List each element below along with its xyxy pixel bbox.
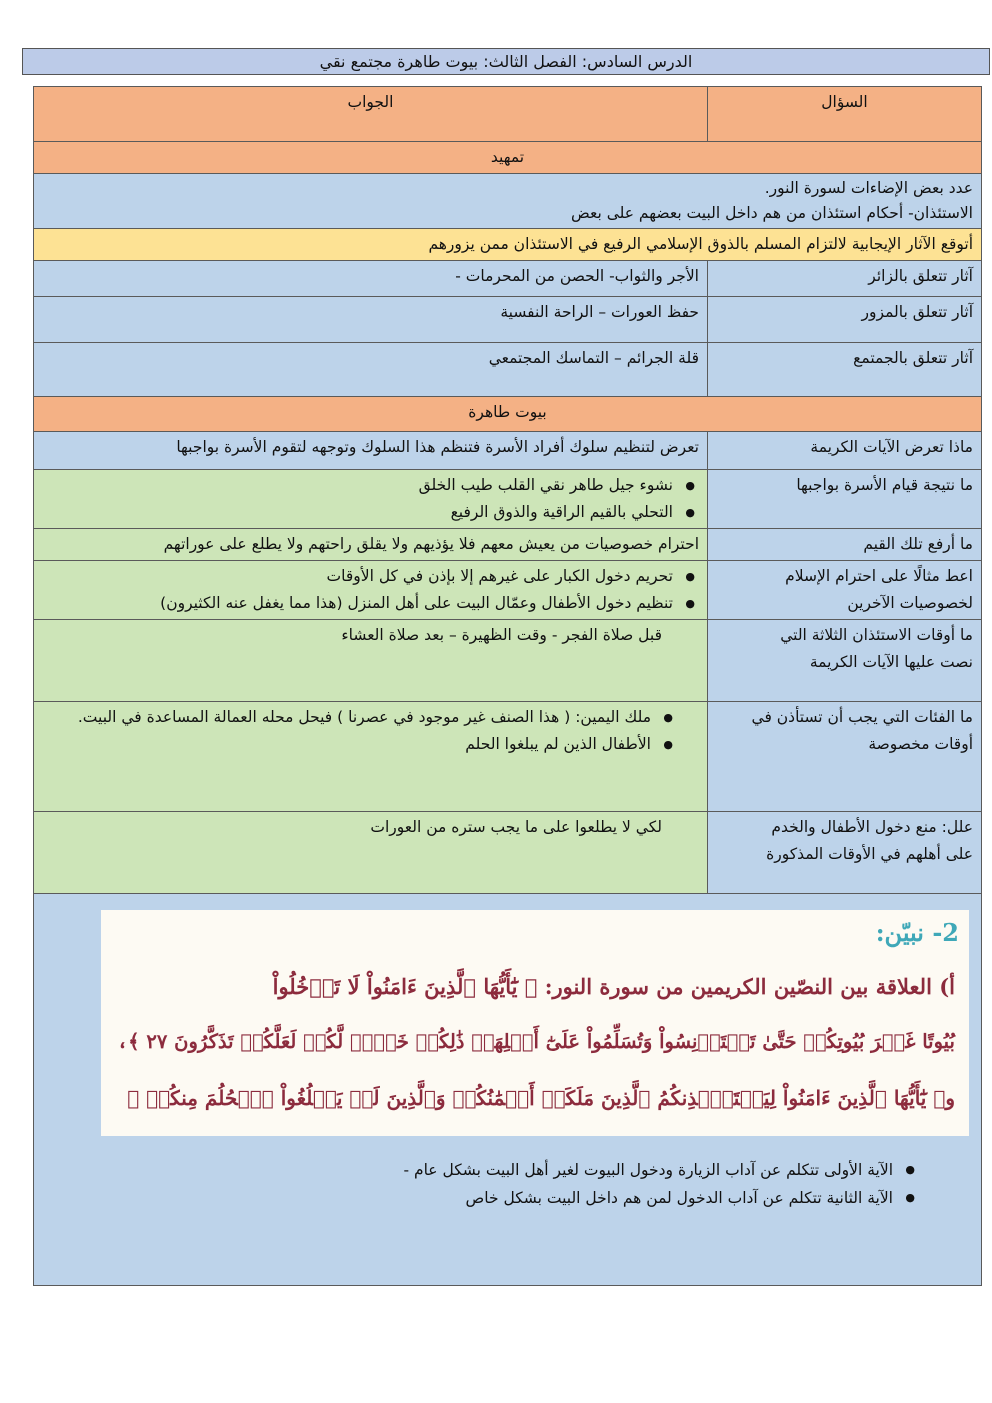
answer-cell: احترام خصوصيات من يعيش معهم فلا يؤذيهم ولا يقلق راحتهم ولا يطلع على عوراتهم (34, 529, 708, 561)
note-bullet: ● الآية الثانية تتكلم عن آداب الدخول لمن هم داخل البيت بشكل خاص (33, 1184, 893, 1212)
question-line: علل: منع دخول الأطفال والخدم (771, 818, 973, 836)
question-cell: ما أرفع تلك القيم (708, 529, 982, 561)
question-line: نصت عليها الآيات الكريمة (809, 653, 973, 671)
question-line: ما الفئات التي يجب أن تستأذن في (751, 708, 973, 726)
prompt-cell: أتوقع الآثار الإيجابية لالتزام المسلم بالذوق الإسلامي الرفيع في الاستئذان ممن يزورهم (34, 229, 982, 261)
question-line: أوقات مخصوصة (868, 735, 973, 753)
quran-heading: 2- نبيّن: (875, 918, 959, 947)
page-title: الدرس السادس: الفصل الثالث: بيوت طاهرة مجتمع نقي (22, 48, 990, 75)
intro-line-2: الاستئذان- أحكام استئذان من هم داخل البيت بعضهم على بعض (571, 204, 973, 222)
question-cell (708, 812, 982, 894)
answer-cell: حفظ العورات – الراحة النفسية (34, 297, 708, 343)
question-line: لخصوصيات الآخرين (847, 594, 973, 612)
quran-image-box (101, 910, 969, 1136)
answer-cell (34, 470, 708, 529)
answer-bullet: ● نشوء جيل طاهر نقي القلب طيب الخلق (42, 472, 673, 499)
section-title-pure-homes: بيوت طاهرة (34, 397, 982, 432)
notes-list (33, 1156, 953, 1212)
section-title-intro: تمهيد (34, 142, 982, 174)
intro-line-1: عدد بعض الإضاءات لسورة النور. (764, 179, 973, 197)
quran-line-1: أ) العلاقة بين النصّين الكريمين من سورة النور: ﴿ يَٰٓأَيُّهَا ٱلَّذِينَ ءَامَنُواْ لَا تَدۡخُلُواْ (272, 974, 955, 999)
answer-bullet: ● ملك اليمين: ( هذا الصنف غير موجود في عصرنا ) فيحل محله العمالة المساعدة في البيت. (42, 704, 651, 731)
question-cell: ما نتيجة قيام الأسرة بواجبها (708, 470, 982, 529)
answer-cell: قبل صلاة الفجر - وقت الظهيرة – بعد صلاة العشاء (34, 620, 708, 702)
answer-cell: لكي لا يطلعوا على ما يجب ستره من العورات (34, 812, 708, 894)
question-cell: آثار تتعلق بالجمتمع (708, 343, 982, 397)
header-answer: الجواب (34, 87, 708, 142)
header-question: السؤال (708, 87, 982, 142)
question-cell (708, 561, 982, 620)
question-line: اعط مثالًا على احترام الإسلام (785, 567, 973, 585)
quran-line-2: بُيُوتًا غَيۡرَ بُيُوتِكُمۡ حَتَّىٰ تَسۡتَأۡنِسُواْ وَتُسَلِّمُواْ عَلَىٰٓ أَهۡلِهَاۚ ذَٰلِكُمۡ خَيۡرٞ لَّكُمۡ لَعَلَّكُمۡ تَذَكَّرُونَ ٢٧ ﴾، (116, 1030, 955, 1053)
answer-cell (34, 702, 708, 812)
answer-bullet: ● تنظيم دخول الأطفال وعمّال البيت على أهل المنزل (هذا مما يغفل عنه الكثيرون) (42, 590, 673, 617)
question-line: ما أوقات الاستئذان الثلاثة التي (780, 626, 973, 644)
question-line: على أهلهم في الأوقات المذكورة (766, 845, 973, 863)
answer-bullet: ● التحلي بالقيم الراقية والذوق الرفيع (42, 499, 673, 526)
answer-bullet: ● الأطفال الذين لم يبلغوا الحلم (42, 731, 651, 758)
intro-cell (34, 174, 982, 229)
question-cell (708, 702, 982, 812)
answer-bullet: ● تحريم دخول الكبار على غيرهم إلا بإذن في كل الأوقات (42, 563, 673, 590)
answer-cell: الأجر والثواب- الحصن من المحرمات - (34, 261, 708, 297)
question-cell (708, 620, 982, 702)
answer-cell (34, 561, 708, 620)
answer-cell: قلة الجرائم – التماسك المجتمعي (34, 343, 708, 397)
question-cell: آثار تتعلق بالزائر (708, 261, 982, 297)
quran-line-3: و﴿ يَٰٓأَيُّهَا ٱلَّذِينَ ءَامَنُواْ لِيَسۡتَـٔۡذِنكُمُ ٱلَّذِينَ مَلَكَتۡ أَيۡمَٰنُكُمۡ وَٱلَّذِينَ لَمۡ يَبۡلُغُواْ ٱلۡحُلُمَ مِنكُمۡ ﴾ (127, 1086, 955, 1110)
note-bullet: ● الآية الأولى تتكلم عن آداب الزيارة ودخول البيوت لغير أهل البيت بشكل عام - (33, 1156, 893, 1184)
answer-cell: تعرض لتنظيم سلوك أفراد الأسرة فتنظم هذا السلوك وتوجهه لتقوم الأسرة بواجبها (34, 432, 708, 470)
question-cell: ماذا تعرض الآيات الكريمة (708, 432, 982, 470)
question-cell: آثار تتعلق بالمزور (708, 297, 982, 343)
